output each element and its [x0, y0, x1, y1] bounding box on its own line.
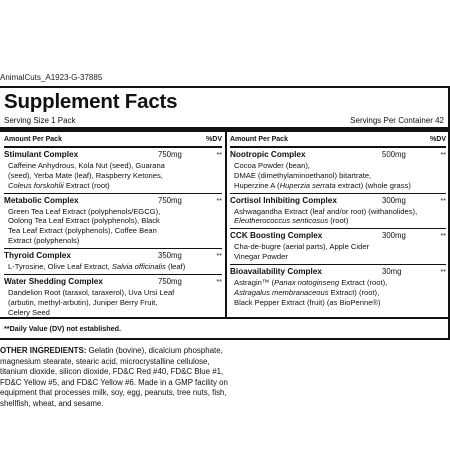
- bottom-divider: [0, 317, 448, 319]
- botanical-name: Eleutherococcus senticosus: [234, 216, 329, 226]
- ingredient-text: Green Tea Leaf Extract (polyphenols/EGCG),: [8, 206, 161, 216]
- product-code: AnimalCuts_A1923-G-37885: [0, 73, 103, 82]
- ingredient-text: Cocoa Powder (bean),: [234, 160, 310, 170]
- ingredient-text: Extract (root),: [339, 277, 388, 287]
- ingredient-line: [234, 298, 432, 308]
- complex-name: Metabolic Complex: [4, 195, 79, 205]
- complex-block: [4, 249, 222, 275]
- complex-name: CCK Boosting Complex: [230, 231, 323, 241]
- complex-amount: 30mg: [382, 267, 402, 277]
- left-column: [4, 132, 222, 317]
- other-ingredients-line: [0, 346, 446, 357]
- ingredient-list: [230, 207, 446, 227]
- other-ingredients-line: titanium dioxide, silicon dioxide, FD&C Red #40, FD&C Blue #1,: [0, 367, 224, 377]
- ingredient-line: [8, 207, 208, 217]
- ingredient-line: [8, 298, 208, 308]
- ingredient-line: [234, 288, 432, 298]
- ingredient-text: Cha-de-bugre (aerial parts), Apple Cider: [234, 242, 370, 252]
- ingredient-text: (leaf): [165, 262, 186, 272]
- right-column: [230, 132, 446, 317]
- complex-block: [230, 265, 446, 310]
- other-ingredients-line: FD&C Yellow #5, and FD&C Yellow #6. Made in a GMP facility on: [0, 377, 228, 387]
- ingredient-text: Black Pepper Extract (fruit) (as BioPerine®): [234, 297, 381, 307]
- complex-dv: **: [216, 253, 222, 261]
- ingredient-line: [234, 207, 432, 217]
- ingredient-text: Vinegar Powder: [234, 252, 288, 262]
- botanical-name: Huperzia serrata: [279, 180, 336, 190]
- serving-size: Serving Size 1 Pack: [4, 116, 76, 125]
- column-divider: [225, 132, 227, 317]
- complex-header-row: [230, 267, 446, 278]
- ingredient-line: [8, 262, 208, 272]
- facts-title: Supplement Facts: [4, 90, 178, 113]
- ingredient-line: [8, 171, 208, 181]
- servings-per-container: Servings Per Container 42: [350, 116, 444, 125]
- ingredient-line: [8, 216, 208, 226]
- complex-amount: 750mg: [158, 276, 182, 286]
- botanical-name: Salvia officinalis: [111, 262, 166, 272]
- complex-header-row: [4, 196, 222, 207]
- complex-dv: **: [216, 152, 222, 159]
- complex-block: [4, 275, 222, 320]
- complex-amount: 300mg: [382, 195, 406, 205]
- ingredient-list: [230, 278, 446, 308]
- column-header: [4, 132, 222, 148]
- ingredient-text: Extract (polyphenols): [8, 236, 80, 246]
- ingredient-line: [8, 226, 208, 236]
- complex-dv: **: [216, 197, 222, 205]
- other-ingredients-line: magnesium stearate, stearic acid, microcrystalline cellulose,: [0, 356, 210, 366]
- complex-amount: 750mg: [158, 195, 182, 205]
- ingredient-line: [8, 288, 208, 298]
- other-ingredients: [0, 346, 446, 410]
- complex-header-row: [230, 150, 446, 161]
- complex-header-row: [4, 251, 222, 262]
- ingredient-text: Ashwagandha Extract (leaf and/or root) (withanolides),: [234, 206, 418, 216]
- ingredient-text: L-Tyrosine, Olive Leaf Extract,: [8, 262, 112, 272]
- dv-footnote: **Daily Value (DV) not established.: [4, 324, 122, 333]
- ingredient-text: Dandelion Root (taraxol, taraxerol), Uva Ursi Leaf: [8, 287, 175, 297]
- complex-amount: 300mg: [382, 231, 406, 241]
- other-ingredients-label: OTHER INGREDIENTS:: [0, 346, 87, 355]
- botanical-name: Coleus forskohlii: [8, 180, 64, 190]
- complex-header-row: [4, 277, 222, 288]
- ingredient-text: (root): [328, 216, 349, 226]
- ingredient-text: DMAE (dimethylaminoethanol) bitartrate,: [234, 170, 372, 180]
- complex-block: [4, 148, 222, 194]
- complex-name: Thyroid Complex: [4, 251, 71, 261]
- complex-header-row: [4, 150, 222, 161]
- botanical-name: Astragalus membranaceous: [234, 287, 329, 297]
- dv-header: %DV: [430, 136, 446, 143]
- complex-dv: **: [440, 233, 446, 241]
- ingredient-list: [4, 161, 222, 191]
- complex-block: [230, 229, 446, 265]
- ingredient-text: Tea Leaf Extract (polyphenols), Coffee Bean: [8, 226, 157, 236]
- complex-name: Stimulant Complex: [4, 150, 79, 159]
- ingredient-text: Extract (root): [63, 180, 110, 190]
- ingredient-line: [8, 161, 208, 171]
- complex-amount: 500mg: [382, 150, 406, 159]
- complex-header-row: [230, 196, 446, 207]
- complex-dv: **: [440, 269, 446, 277]
- ingredient-text: (seed), Yerba Mate (leaf), Raspberry Ketones,: [8, 170, 163, 180]
- ingredient-list: [4, 207, 222, 247]
- ingredient-line: [234, 216, 432, 226]
- complex-dv: **: [440, 197, 446, 205]
- ingredient-text: Caffeine Anhydrous, Kola Nut (seed), Guarana: [8, 160, 165, 170]
- ingredient-line: [8, 236, 208, 246]
- ingredient-line: [234, 278, 432, 288]
- complex-amount: 350mg: [158, 251, 182, 261]
- complex-amount: 750mg: [158, 150, 182, 159]
- complex-dv: **: [440, 152, 446, 159]
- ingredient-text: (arbutin, methyl-arbutin), Juniper Berry Fruit,: [8, 297, 158, 307]
- left-complex-list: [4, 148, 222, 320]
- ingredient-line: [234, 252, 432, 262]
- amount-header: Amount Per Pack: [4, 136, 62, 143]
- ingredient-line: [234, 242, 432, 252]
- ingredient-text: Oolong Tea Leaf Extract (polyphenols), Black: [8, 216, 160, 226]
- ingredient-list: [230, 242, 446, 262]
- amount-header: Amount Per Pack: [230, 136, 288, 143]
- ingredient-text: Astragin™ (: [234, 277, 275, 287]
- ingredient-text: Extract) (root),: [328, 287, 380, 297]
- complex-dv: **: [216, 278, 222, 286]
- other-ingredients-line: equipment that processes milk, soy, egg, peanuts, tree nuts, fish,: [0, 388, 227, 398]
- ingredient-list: [230, 161, 446, 191]
- botanical-name: Panax notoginseng: [274, 277, 340, 287]
- ingredient-line: [234, 171, 432, 181]
- ingredient-list: [4, 288, 222, 318]
- column-header: [230, 132, 446, 148]
- ingredient-line: [8, 181, 208, 191]
- ingredient-list: [4, 262, 222, 272]
- complex-block: [4, 194, 222, 250]
- other-ingredients-line: shellfish, wheat, and sesame.: [0, 398, 104, 408]
- ingredient-line: [234, 161, 432, 171]
- complex-block: [230, 148, 446, 194]
- complex-name: Cortisol Inhibiting Complex: [230, 195, 337, 205]
- right-complex-list: [230, 148, 446, 310]
- complex-block: [230, 194, 446, 230]
- complex-name: Bioavailability Complex: [230, 267, 322, 277]
- dv-header: %DV: [206, 136, 222, 143]
- complex-name: Nootropic Complex: [230, 150, 306, 159]
- ingredient-text: Celery Seed: [8, 307, 50, 317]
- complex-header-row: [230, 231, 446, 242]
- other-ingredients-text: Gelatin (bovine), dicalcium phosphate,: [86, 346, 223, 355]
- supplement-facts-panel: [0, 86, 450, 340]
- complex-name: Water Shedding Complex: [4, 276, 103, 286]
- ingredient-line: [234, 181, 432, 191]
- ingredient-text: extract) (whole grass): [335, 180, 411, 190]
- ingredient-text: Huperzine A (: [234, 180, 280, 190]
